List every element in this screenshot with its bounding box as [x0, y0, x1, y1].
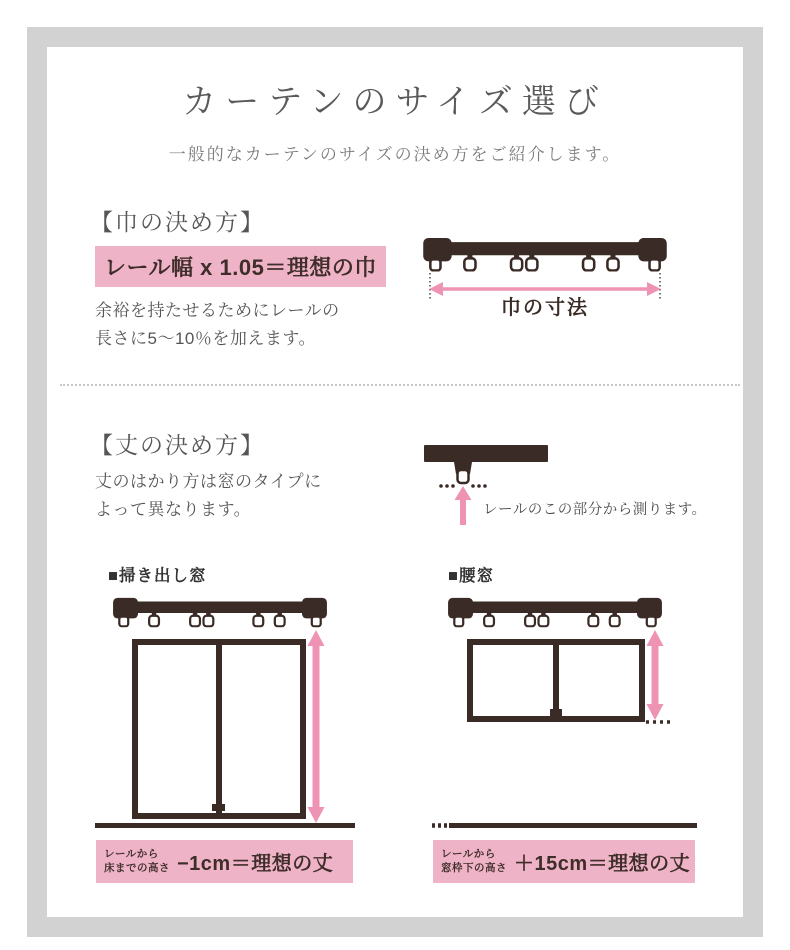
measure-point-note: レールのこの部分から測ります。: [483, 502, 707, 518]
rail-runner-icon: [458, 470, 469, 483]
height-section-heading: 【丈の決め方】: [90, 432, 265, 458]
curtain-rail-icon: [113, 598, 327, 627]
sweep-window-illustration: [88, 592, 360, 837]
page-subtitle: 一般的なカーテンのサイズの決め方をご紹介します。: [168, 145, 622, 164]
width-description-line1: 余裕を持たせるためにレールの: [95, 301, 340, 320]
width-formula-badge: [95, 246, 386, 287]
curtain-rail-icon: [448, 598, 662, 627]
height-description-line2: よって異なります。: [95, 499, 252, 519]
height-dimension-arrow-icon: [647, 630, 664, 720]
sweep-formula-main: −1cm＝理想の丈: [177, 853, 334, 875]
waist-window-label: ■腰窓: [448, 567, 494, 585]
width-formula-text: レール幅 x 1.05＝理想の巾: [104, 255, 377, 280]
width-description: [95, 297, 340, 352]
waist-window-formula-badge: [433, 840, 695, 883]
waist-window-icon: [470, 642, 642, 719]
page-title: カーテンのサイズ選び: [182, 84, 608, 121]
floor-line: [432, 823, 697, 828]
sweep-formula-prefix-line2: 床までの高さ: [104, 861, 170, 874]
height-dimension-arrow-icon: [308, 630, 325, 823]
width-section-heading: 【巾の決め方】: [90, 209, 265, 235]
section-divider: [60, 384, 740, 386]
floor-line: [95, 823, 355, 828]
curtain-rail-icon: [423, 238, 667, 270]
sweep-formula-prefix-line1: レールから: [104, 847, 159, 860]
sweep-window-icon: [135, 642, 303, 816]
measure-point-arrow-icon: [455, 486, 472, 525]
sweep-window-label: ■掃き出し窓: [108, 567, 207, 585]
waist-formula-main: ＋15cm＝理想の丈: [514, 853, 691, 875]
height-description-line1: 丈のはかり方は窓のタイプに: [95, 472, 322, 491]
waist-window-illustration: [424, 592, 704, 837]
waist-formula-prefix-line2: 窓枠下の高さ: [441, 861, 507, 874]
waist-formula-prefix: [441, 848, 507, 875]
width-dimension-label: 巾の寸法: [501, 297, 589, 319]
waist-formula-prefix-line1: レールから: [441, 847, 496, 860]
height-description: [95, 468, 322, 523]
rail-side-bar-icon: [424, 445, 548, 462]
width-description-line2: 長さに5〜10％を加えます。: [95, 328, 317, 348]
sweep-window-formula-badge: [96, 840, 353, 883]
sweep-formula-prefix: [104, 848, 170, 875]
